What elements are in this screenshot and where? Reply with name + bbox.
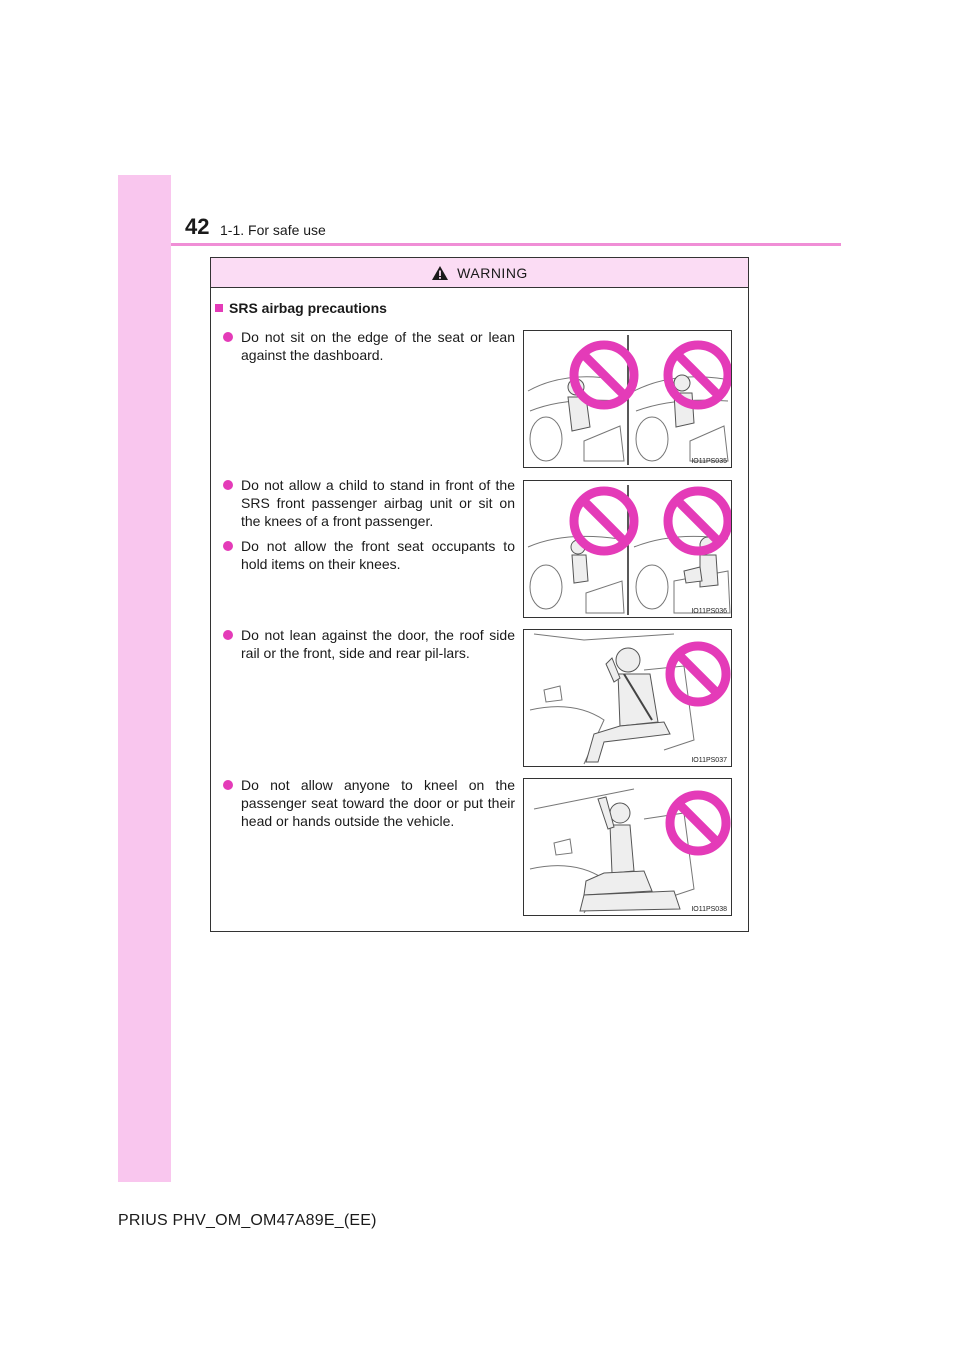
warning-box [210,257,749,932]
header-rule [171,243,841,246]
subheading-text: SRS airbag precautions [229,300,387,316]
subheading [215,300,387,316]
square-bullet-icon [215,304,223,312]
figure-code: IO11PS037 [691,757,727,764]
prohibited-icon [574,491,634,551]
prohibited-icon [670,795,726,851]
warning-item [223,776,515,837]
side-tab-band [118,175,171,1182]
prohibited-icon [668,345,728,405]
figure-code: IO11PS036 [691,608,727,615]
figure-code: IO11PS035 [691,458,727,465]
illustration-child-standing [523,480,732,618]
bullet-dot-icon [223,541,233,551]
warning-paragraph: Do not allow a child to stand in front of the SRS front passenger airbag unit or sit on the knees of a front passenger. [223,476,515,530]
warning-title: WARNING [457,264,528,281]
illustration-seat-edge [523,330,732,468]
figure-code: IO11PS038 [691,906,727,913]
bullet-dot-icon [223,780,233,790]
bullet-dot-icon [223,332,233,342]
page-number: 42 [185,214,210,239]
illustration-lean-door [523,629,732,767]
warning-paragraph: Do not lean against the door, the roof side rail or the front, side and rear pil-lars. [223,626,515,662]
illustration-kneel-seat [523,778,732,916]
warning-paragraph: Do not allow the front seat occupants to hold items on their knees. [223,537,515,573]
warning-header [211,258,748,288]
warning-item [223,476,515,580]
warning-item [223,626,515,669]
prohibited-icon [670,646,726,702]
prohibited-icon [574,345,634,405]
prohibited-icon [668,491,728,551]
bullet-dot-icon [223,480,233,490]
warning-paragraph: Do not sit on the edge of the seat or lean against the dashboard. [223,328,515,364]
warning-item [223,328,515,371]
manual-id: PRIUS PHV_OM_OM47A89E_(EE) [118,1212,377,1229]
warning-paragraph: Do not allow anyone to kneel on the passenger seat toward the door or put their head or hands outside the vehicle. [223,776,515,830]
bullet-dot-icon [223,630,233,640]
section-title: 1-1. For safe use [220,222,326,238]
warning-triangle-icon [431,265,449,281]
